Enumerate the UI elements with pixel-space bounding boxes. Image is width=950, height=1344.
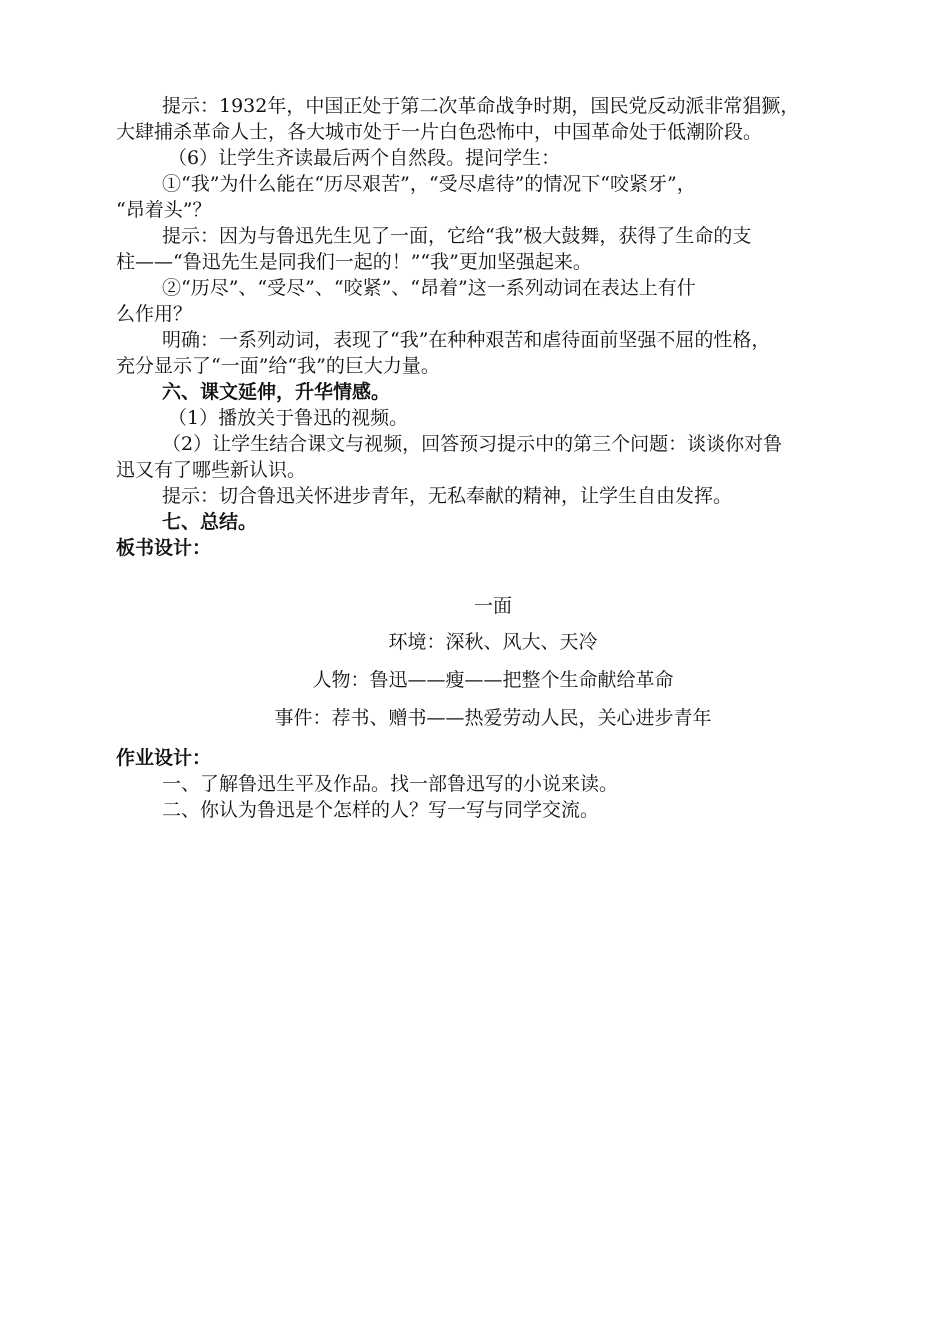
step-6-line: （6）让学生齐读最后两个自然段。提问学生： (168, 147, 561, 169)
question-1-line-1: ①“我”为什么能在“历尽艰苦”，“受尽虐待”的情况下“咬紧牙”， (162, 173, 696, 195)
question-2-line-1: ②“历尽”、“受尽”、“咬紧”、“昂着”这一系列动词在表达上有什 (162, 277, 696, 299)
homework-item-2: 二、你认为鲁迅是个怎样的人？写一写与同学交流。 (162, 799, 600, 821)
section-6-item-2-line-1: （2）让学生结合课文与视频，回答预习提示中的第三个问题：谈谈你对鲁 (162, 433, 783, 455)
hint-1932-line-1: 提示：1932年，中国正处于第二次革命战争时期，国民党反动派非常猖獗， (162, 95, 800, 117)
board-environment: 环境：深秋、风大、天冷 (388, 631, 598, 653)
section-6-item-2-line-2: 迅又有了哪些新认识。 (116, 459, 307, 481)
question-1-line-2: “昂着头”？ (116, 199, 212, 221)
board-title: 一面 (473, 595, 512, 617)
section-6-item-1: （1）播放关于鲁迅的视频。 (168, 407, 409, 429)
clarify-line-1: 明确：一系列动词，表现了“我”在种种艰苦和虐待面前坚强不屈的性格， (162, 329, 771, 351)
clarify-line-2: 充分显示了“一面”给“我”的巨大力量。 (116, 355, 440, 377)
board-event: 事件：荐书、赠书——热爱劳动人民，关心进步青年 (274, 707, 712, 729)
hint-1932-line-2: 大肆捕杀革命人士，各大城市处于一片白色恐怖中，中国革命处于低潮阶段。 (116, 121, 763, 143)
board-design-heading: 板书设计： (116, 537, 212, 559)
question-2-line-2: 么作用？ (116, 303, 193, 325)
section-7-heading: 七、总结。 (162, 511, 258, 533)
hint-q1-line-1: 提示：因为与鲁迅先生见了一面，它给“我”极大鼓舞，获得了生命的支 (162, 225, 752, 247)
board-design (116, 593, 870, 731)
hint-q1-line-2: 柱——“鲁迅先生是同我们一起的！”“我”更加坚强起来。 (116, 251, 592, 273)
homework-heading: 作业设计： (116, 747, 212, 769)
section-6-heading: 六、课文延伸，升华情感。 (162, 381, 391, 403)
section-6-hint: 提示：切合鲁迅关怀进步青年，无私奉献的精神，让学生自由发挥。 (162, 485, 733, 507)
homework-item-1: 一、了解鲁迅生平及作品。找一部鲁迅写的小说来读。 (162, 773, 619, 795)
board-character: 人物：鲁迅——瘦——把整个生命献给革命 (312, 669, 674, 691)
